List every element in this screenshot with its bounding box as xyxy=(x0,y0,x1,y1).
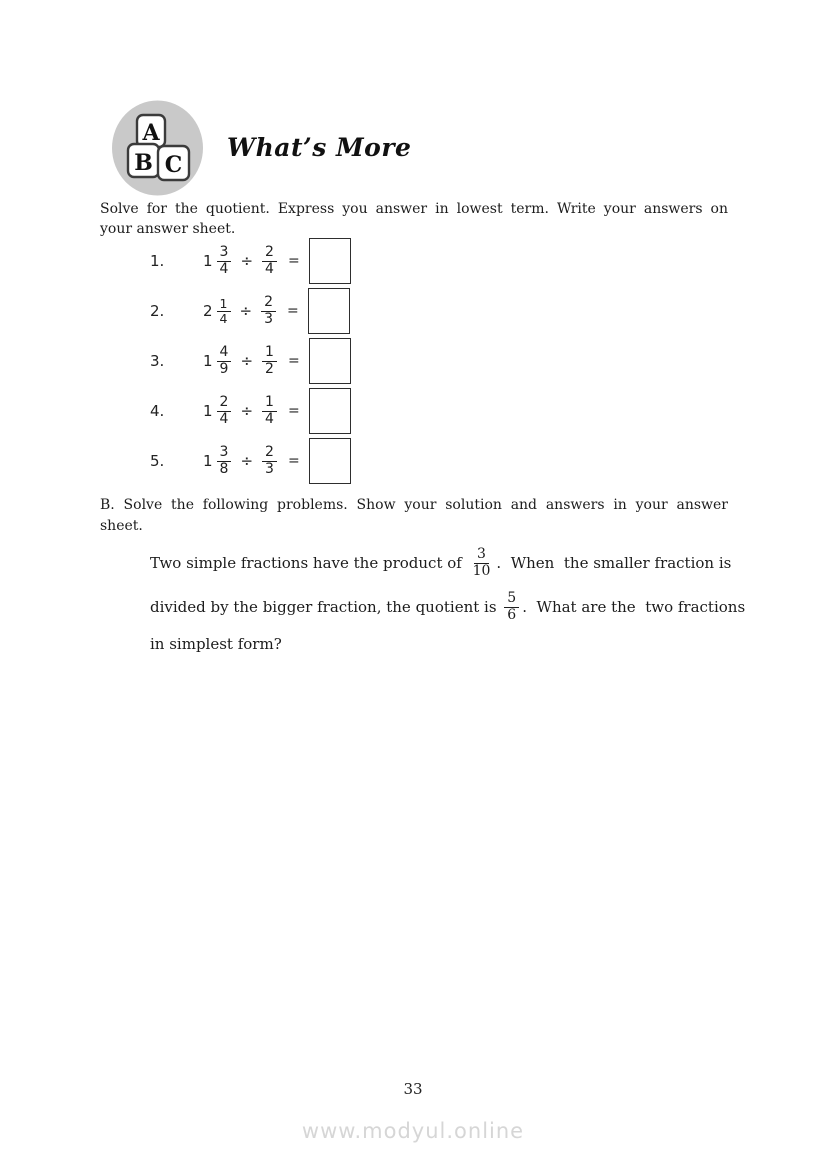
denominator: 8 xyxy=(219,460,229,477)
division-sign: ÷ xyxy=(240,352,254,370)
block-letter-b: B xyxy=(134,150,153,176)
equals-sign: = xyxy=(287,353,300,369)
division-sign: ÷ xyxy=(240,252,254,270)
problem-number: 1. xyxy=(150,252,165,270)
numerator: 1 xyxy=(262,395,277,412)
divisor-fraction xyxy=(262,395,277,427)
text-segment: Two simple fractions have the product of xyxy=(150,554,467,572)
part-a-instructions xyxy=(100,199,728,239)
divisor-fraction xyxy=(262,245,277,277)
problem-row-3 xyxy=(150,336,351,386)
equals-sign: = xyxy=(287,453,300,469)
whole-number: 1 xyxy=(203,352,213,370)
denominator: 4 xyxy=(265,260,274,277)
division-sign: ÷ xyxy=(240,402,254,420)
problem-number: 2. xyxy=(150,302,165,320)
denominator: 4 xyxy=(219,410,229,427)
denominator: 9 xyxy=(219,360,229,377)
dividend-fraction xyxy=(217,345,232,377)
denominator: 2 xyxy=(265,360,274,377)
whole-number: 1 xyxy=(203,252,213,270)
equals-sign: = xyxy=(287,253,300,269)
text-segment: divided by the bigger fraction, the quotient is xyxy=(150,598,502,616)
part-b-instructions xyxy=(100,495,728,537)
answer-box xyxy=(309,338,351,384)
dividend-fraction xyxy=(217,445,232,477)
denominator: 6 xyxy=(507,606,517,623)
numerator: 2 xyxy=(262,245,277,262)
block-letter-c: C xyxy=(164,152,183,178)
numerator: 3 xyxy=(217,445,232,462)
numerator: 5 xyxy=(504,591,519,608)
word-problem-line-3 xyxy=(150,631,750,657)
page-number: 33 xyxy=(403,1080,423,1098)
whole-number: 1 xyxy=(203,402,213,420)
denominator: 4 xyxy=(219,310,228,326)
watermark: www.modyul.online xyxy=(301,1119,525,1143)
numerator: 3 xyxy=(474,547,489,564)
word-problem-line-2 xyxy=(150,585,750,629)
dividend-fraction xyxy=(217,395,232,427)
problem-row-5 xyxy=(150,436,351,486)
answer-box xyxy=(308,288,350,334)
text-segment: in simplest form? xyxy=(150,635,282,653)
numerator: 2 xyxy=(217,395,232,412)
word-problem xyxy=(150,541,750,657)
numerator: 3 xyxy=(217,245,232,262)
whole-number: 1 xyxy=(203,452,213,470)
problem-list xyxy=(150,236,351,486)
answer-box xyxy=(309,238,351,284)
numerator: 1 xyxy=(262,345,277,362)
quotient-fraction xyxy=(504,591,519,623)
whole-number: 2 xyxy=(203,302,213,320)
problem-row-4 xyxy=(150,386,351,436)
product-fraction xyxy=(470,547,494,579)
problem-row-1 xyxy=(150,236,351,286)
dividend-fraction xyxy=(217,245,232,277)
word-problem-line-1 xyxy=(150,541,750,585)
numerator: 2 xyxy=(261,295,276,312)
division-sign: ÷ xyxy=(239,302,253,320)
text-segment: . What are the two fractions xyxy=(522,598,746,616)
answer-box xyxy=(309,388,351,434)
part-b-line-2: sheet. xyxy=(100,518,143,534)
instructions-line-1: Solve for the quotient. Express you answer in lowest term. Write your answers on xyxy=(100,201,728,217)
problem-row-2 xyxy=(150,286,351,336)
denominator: 4 xyxy=(265,410,274,427)
dividend-fraction xyxy=(217,297,231,326)
divisor-fraction xyxy=(262,445,277,477)
section-title: What’s More xyxy=(227,133,412,162)
text-segment: . When the smaller fraction is xyxy=(496,554,732,572)
denominator: 10 xyxy=(472,562,491,579)
numerator: 2 xyxy=(262,445,277,462)
problem-number: 5. xyxy=(150,452,165,470)
equals-sign: = xyxy=(287,403,300,419)
equals-sign: = xyxy=(287,303,299,319)
problem-number: 3. xyxy=(150,352,165,370)
numerator: 1 xyxy=(217,297,231,312)
instructions-line-2: your answer sheet. xyxy=(100,221,236,237)
division-sign: ÷ xyxy=(240,452,254,470)
denominator: 3 xyxy=(264,310,273,327)
answer-box xyxy=(309,438,351,484)
denominator: 3 xyxy=(265,460,274,477)
numerator: 4 xyxy=(217,345,232,362)
block-letter-a: A xyxy=(142,120,160,146)
divisor-fraction xyxy=(262,345,277,377)
abc-blocks-icon xyxy=(112,100,203,196)
denominator: 4 xyxy=(219,260,229,277)
part-b-line-1: B. Solve the following problems. Show your solution and answers in your answer xyxy=(100,497,728,513)
divisor-fraction xyxy=(261,295,276,327)
problem-number: 4. xyxy=(150,402,165,420)
